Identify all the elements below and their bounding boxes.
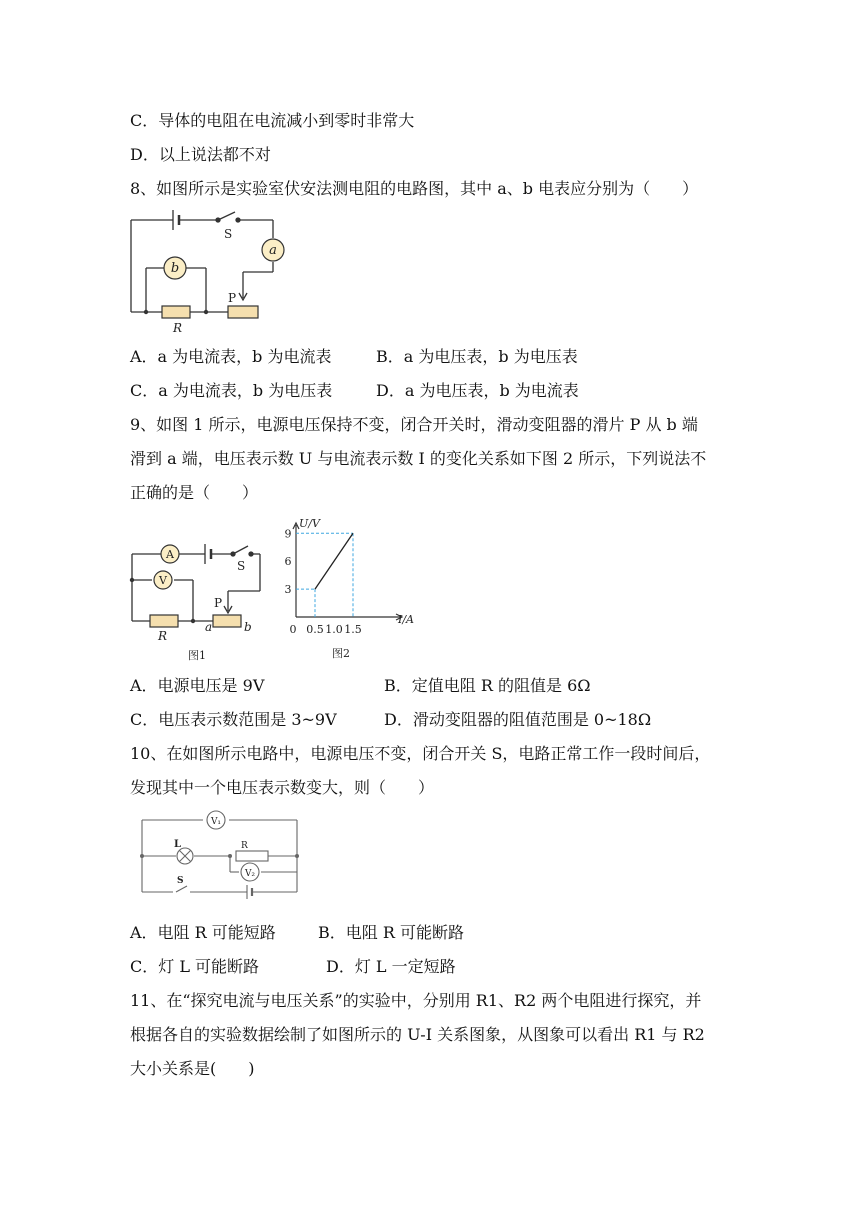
q9-option-d: D．滑动变阻器的阻值范围是 0~18Ω (384, 710, 652, 729)
slider-label: P (214, 596, 223, 610)
x-axis-label: I/A (398, 613, 414, 626)
q8-option-c: C．a 为电流表，b 为电压表 (130, 381, 333, 400)
q10-option-c: C．灯 L 可能断路 (130, 957, 260, 976)
resistor-label: R (173, 321, 183, 335)
y-tick-label: 6 (284, 555, 292, 569)
resistor-r (236, 851, 268, 861)
y-tick-label: 3 (284, 583, 292, 597)
switch-label: S (237, 559, 246, 573)
q7-option-c: C．导体的电阻在电流减小到零时非常大 (130, 111, 415, 130)
lamp-label: L (174, 839, 182, 850)
fig8-circuit (128, 208, 288, 338)
q8-option-d: D．a 为电压表，b 为电流表 (376, 381, 579, 400)
switch-label: S (177, 876, 184, 886)
fig9-ui-graph (282, 515, 422, 660)
q9-option-c: C．电压表示数范围是 3~9V (130, 710, 337, 729)
q10-stem-line2: 发现其中一个电压表示数变大，则（ ） (130, 778, 435, 797)
lamp-symbol (177, 848, 193, 864)
q10-stem-line1: 10、在如图所示电路中，电源电压不变，闭合开关 S，电路正常工作一段时间后， (130, 744, 711, 763)
q8-stem: 8、如图所示是实验室伏安法测电阻的电路图，其中 a、b 电表应分别为（ ） (130, 179, 699, 198)
q7-option-d: D．以上说法都不对 (130, 145, 271, 164)
v2-label: V₂ (244, 869, 256, 879)
q9-stem-line3: 正确的是（ ） (130, 483, 259, 502)
fig10-circuit (135, 810, 305, 902)
q9-option-b: B．定值电阻 R 的阻值是 6Ω (384, 676, 591, 695)
series-line (315, 533, 353, 589)
q11-stem-line1: 11、在“探究电流与电压关系”的实验中，分别用 R1、R2 两个电阻进行探究，并 (130, 991, 702, 1010)
end-b-label: b (244, 620, 252, 634)
resistor-label: R (241, 841, 248, 851)
q10-option-d: D．灯 L 一定短路 (326, 957, 456, 976)
slider-label: P (228, 291, 237, 305)
x-tick-label: 1.0 (325, 623, 343, 636)
voltmeter-label: V (159, 574, 167, 587)
y-tick-label: 9 (284, 527, 292, 541)
q8-option-b: B．a 为电压表，b 为电压表 (376, 347, 578, 366)
ammeter-label: A (166, 548, 174, 561)
q8-option-a: A．a 为电流表，b 为电流表 (130, 347, 332, 366)
meter-a-label: a (269, 243, 277, 258)
x-tick-label: 0.5 (306, 623, 324, 636)
q11-stem-line2: 根据各自的实验数据绘制了如图所示的 U-I 关系图象，从图象可以看出 R1 与 R2 (130, 1025, 705, 1044)
meter-b-label: b (170, 261, 180, 276)
fig9-caption-2: 图2 (332, 647, 350, 660)
switch-label: S (224, 227, 233, 241)
v1-label: V₁ (210, 817, 222, 827)
resistor-label: R (158, 629, 168, 643)
x-tick-label: 1.5 (344, 623, 362, 636)
q10-option-b: B．电阻 R 可能断路 (318, 923, 464, 942)
q11-stem-line3: 大小关系是( ) (130, 1059, 255, 1078)
fig9-circuit (128, 535, 278, 665)
end-a-label: a (205, 620, 213, 634)
q9-stem-line1: 9、如图 1 所示，电源电压保持不变，闭合开关时，滑动变阻器的滑片 P 从 b 端 (130, 415, 698, 434)
y-axis-label: U/V (299, 517, 320, 530)
q9-option-a: A．电源电压是 9V (130, 676, 265, 695)
q9-stem-line2: 滑到 a 端，电压表示数 U 与电流表示数 I 的变化关系如下图 2 所示，下列说法不 (130, 449, 707, 468)
origin-label: 0 (289, 623, 297, 636)
q10-option-a: A．电阻 R 可能短路 (130, 923, 276, 942)
fig9-caption-1: 图1 (188, 649, 206, 662)
